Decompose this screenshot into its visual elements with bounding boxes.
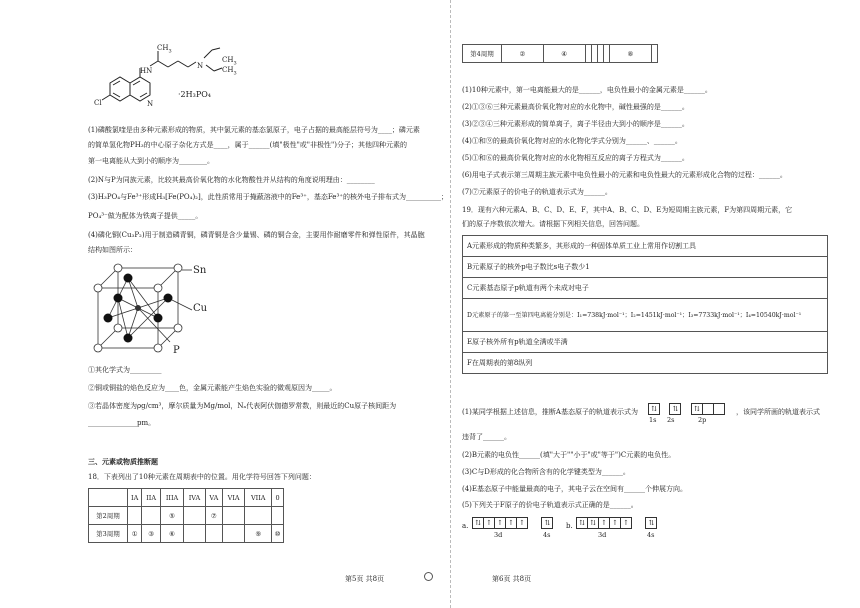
mol-hn: HN: [140, 67, 153, 75]
option-b-label: b.: [566, 522, 573, 530]
mol-n: N: [197, 62, 204, 70]
periodic-table-right: [462, 44, 658, 63]
q19-line1: 19．现有六种元素A、B、C、D、E、F，其中A、B、C、D、E为短周期主族元素，F为第四周期元素，它: [462, 206, 793, 214]
orbital-diagram-option-b: ⇅ ⇅ ↑ ↑ ↑ ⇅: [576, 517, 656, 529]
q2-text: (2)N与P为同族元素，比较其最高价氧化物的水化物酸性并从结构的角度说明理由：________: [88, 176, 375, 184]
q19-line2: 们的原子序数依次增大。请根据下列相关信息，回答问题。: [462, 220, 644, 228]
table-header-row: IA IIA IIIA IVA VA VIA VIIA 0: [89, 489, 284, 507]
q18-item: (3)②③④三种元素形成的简单离子，离子半径由大到小的顺序是______。: [462, 120, 689, 128]
orb-label-2s: 2s: [667, 416, 675, 424]
label-sn: Sn: [193, 265, 207, 276]
orbital-box: ⇅: [669, 403, 681, 415]
q1-line2: 的简单氢化物PH₃的中心原子杂化方式是____，属于______(填"极性"或"非极性")分子；其他四种元素的: [88, 141, 407, 149]
section-heading: 三、元素或物质推断题: [88, 457, 158, 466]
center-binding-mark: [424, 572, 433, 581]
orb-label-1s: 1s: [649, 416, 657, 424]
s4-text: (4)E基态原子中能量最高的电子，其电子云在空间有______个伸展方向。: [462, 485, 688, 493]
q18-item: (1)10种元素中，第一电离能最大的是______，电负性最小的金属元素是______。: [462, 86, 712, 94]
mol-ch3-top-right: $CH_3$: [222, 56, 237, 67]
orbital-box: ⇅: [648, 403, 660, 415]
q3-line2: PO₄³⁻做为配体为铁离子提供_____。: [88, 212, 203, 220]
mol-ch3-top: $CH_3$: [157, 44, 172, 55]
q1-line1: (1)磷酸氯喹是由多种元素形成的物质，其中氯元素的基态氯原子，电子占据的最高能层符号为____；磷元素: [88, 126, 420, 134]
s5-text: (5)下列关于F原子的价电子轨道表示式正确的是______。: [462, 501, 638, 509]
table-row: 第3周期 ① ③ ⑥ ⑨ ⑩: [89, 525, 284, 543]
s1-line2: 违背了______。: [462, 433, 511, 441]
page-footer-right: 第6页 共8页: [492, 575, 532, 583]
q3-line1: (3)H₃PO₄与Fe³⁺形成H₃[Fe(PO₄)₂]，此性质常用于掩蔽溶液中的Fe³⁺，基态Fe³⁺的核外电子排布式为__________；: [88, 193, 448, 201]
table-row: 第4周期 ② ④ ⑧: [463, 45, 658, 63]
orb-label-4s-b: 4s: [647, 531, 655, 539]
orb-label-4s-a: 4s: [543, 531, 551, 539]
q18-item: (2)①③⑥三种元素最高价氧化物对应的水化物中，碱性最强的是______。: [462, 103, 689, 111]
q4-line1: (4)磷化铜(Cu₃P₂)用于制造磷青铜，磷青铜是含少量锡、磷的铜合金，主要用作耐磨零件和弹性原件，其晶胞: [88, 231, 425, 239]
q1-line3: 第一电离能从大到小的顺序为________。: [88, 157, 214, 165]
orb-label-3d-a: 3d: [494, 531, 503, 539]
label-p: P: [173, 345, 180, 356]
info-row: F在周期表的第8纵列: [462, 352, 828, 374]
q4-line2: 结构如图所示：: [88, 246, 137, 254]
info-row: C元素基态原子p轨道有两个未成对电子: [462, 277, 828, 299]
q4-c-line2: ______________pm。: [88, 419, 156, 427]
crystal-cell-diagram: [88, 258, 208, 358]
info-row: D元素原子的第一至第四电离能分别是：I₁=738kJ·mol⁻¹；I₂=1451kJ·mol⁻¹；I₃=7733kJ·mol⁻¹；I₄=10540kJ·mol⁻¹: [462, 298, 828, 332]
orbital-box: [713, 403, 725, 415]
s1-pre: (1)某同学根据上述信息，推断A基态原子的轨道表示式为: [462, 408, 638, 416]
info-row: B元素原子的核外p电子数比s电子数少1: [462, 256, 828, 278]
q18-item: (5)①和⑥的最高价氧化物对应的水化物相互反应的离子方程式为______。: [462, 154, 689, 162]
mol-n-ring: N: [147, 100, 154, 108]
mol-salt: ·2H₃PO₄: [178, 90, 211, 99]
orb-label-2p: 2p: [698, 416, 707, 424]
mol-cl: Cl: [94, 99, 102, 107]
label-cu: Cu: [193, 303, 208, 314]
q18-item: (6)用电子式表示第三周期主族元素中电负性最小的元素和电负性最大的元素形成化合物的过程：______。: [462, 171, 787, 179]
q18-item: (4)①和⑨的最高价氧化物对应的水化物化学式分别为______、______。: [462, 137, 682, 145]
info-row: A元素形成的物质种类繁多，其形成的一种固体单质工业上常用作切割工具: [462, 235, 828, 257]
page-footer-left: 第5页 共8页: [345, 575, 385, 583]
q4-b: ②铜或铜盐的焰色反应为____色，金属元素能产生焰色实验的微观原因为_____。: [88, 384, 337, 392]
orbital-diagram-a: [648, 403, 724, 415]
mol-ch3-bottom-right: $CH_3$: [222, 66, 237, 77]
q4-c-line1: ③若晶体密度为ρg/cm³，摩尔质量为Mg/mol，Nₐ代表阿伏伽德罗常数，则最近的Cu原子核间距为: [88, 402, 397, 410]
q4-a: ①其化学式为_________: [88, 366, 162, 374]
q18-item: (7)⑦元素原子的价电子的轨道表示式为______。: [462, 188, 612, 196]
s3-text: (3)C与D形成的化合物所含有的化学键类型为______。: [462, 468, 630, 476]
table-row: 第2周期 ⑤ ⑦: [89, 507, 284, 525]
orb-label-3d-b: 3d: [598, 531, 607, 539]
periodic-table-left: [88, 488, 284, 543]
page-fold-line: [450, 0, 451, 608]
orbital-box: ⇅: [691, 403, 703, 415]
s1-post: ，该同学所画的轨道表示式: [736, 408, 820, 416]
info-row: E原子核外所有p轨道全满或半满: [462, 331, 828, 353]
option-a-label: a.: [462, 522, 469, 530]
s2-text: (2)B元素的电负性______(填"大于""小于"或"等于")C元素的电负性。: [462, 451, 676, 459]
q18-text: 18．下表列出了10种元素在周期表中的位置。用化学符号回答下列问题：: [88, 473, 316, 481]
orbital-diagram-option-a: ⇅ ↑ ↑ ↑ ↑ ⇅: [472, 517, 552, 529]
